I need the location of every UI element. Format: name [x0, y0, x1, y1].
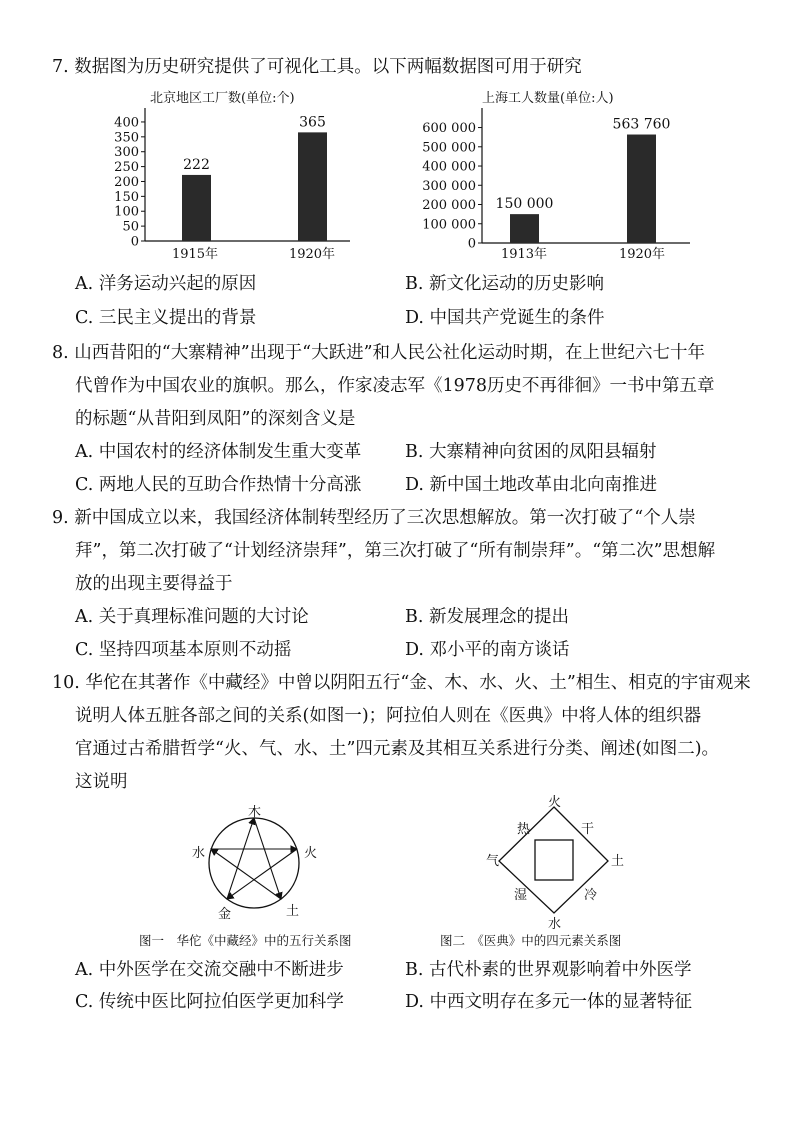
q7-stem: 7. 数据图为历史研究提供了可视化工具。以下两幅数据图可用于研究: [52, 57, 582, 77]
four-elements-square: [535, 840, 573, 880]
q10-stem-line-3: 官通过古希腊哲学“火、气、水、土”四元素及其相互关系进行分类、阐述(如图二)。: [75, 739, 720, 759]
q9-stem-line-3: 放的出现主要得益于: [75, 574, 233, 594]
q8-option-d[interactable]: D. 新中国土地改革由北向南推进: [405, 475, 658, 495]
chart2-category-1913: 1913年: [500, 247, 548, 261]
element-air: 气: [486, 854, 500, 869]
chart2-value-1913: 150 000: [495, 196, 554, 213]
q7-option-b[interactable]: B. 新文化运动的历史影响: [405, 274, 604, 294]
y-tick-label: 200: [114, 174, 139, 190]
y-tick-label: 400: [114, 115, 139, 131]
y-tick-label: 200 000: [422, 198, 476, 214]
y-tick-label: 500 000: [422, 140, 476, 156]
q10-option-a[interactable]: A. 中外医学在交流交融中不断进步: [75, 960, 344, 980]
figure-1-caption: 图一 华佗《中藏经》中的五行关系图: [139, 933, 352, 948]
q8-stem-line-1: 8. 山西昔阳的“大寨精神”出现于“大跃进”和人民公社化运动时期，在上世纪六七十年: [52, 343, 706, 363]
element-water: 水: [192, 846, 206, 861]
chart2-category-1920: 1920年: [618, 247, 666, 261]
chart1-bar-1915: [182, 175, 211, 241]
q7-option-a[interactable]: A. 洋务运动兴起的原因: [75, 274, 257, 294]
quality-hot: 热: [517, 822, 531, 837]
q7-chart-2: [420, 86, 730, 261]
q8-option-a[interactable]: A. 中国农村的经济体制发生重大变革: [75, 442, 362, 462]
quality-dry: 干: [581, 822, 595, 837]
element-fire: 火: [304, 846, 318, 861]
q9-option-b[interactable]: B. 新发展理念的提出: [405, 607, 569, 627]
element-water-2: 水: [548, 917, 562, 930]
star-edge: [211, 849, 281, 899]
q10-option-c[interactable]: C. 传统中医比阿拉伯医学更加科学: [75, 992, 344, 1012]
chart1-bar-1920: [298, 132, 327, 241]
chart1-category-1915: 1915年: [171, 247, 219, 261]
q10-stem-line-1: 10. 华佗在其著作《中藏经》中曾以阴阳五行“金、木、水、火、土”相生、相克的宇宙观来: [52, 673, 751, 693]
figure-2-caption: 图二 《医典》中的四元素关系图: [440, 933, 622, 948]
y-tick-label: 100: [114, 204, 139, 220]
q9-option-d[interactable]: D. 邓小平的南方谈话: [405, 640, 570, 660]
q7-option-c[interactable]: C. 三民主义提出的背景: [75, 308, 257, 328]
y-tick-label: 0: [130, 234, 139, 250]
y-tick-label: 400 000: [422, 159, 476, 175]
q9-option-a[interactable]: A. 关于真理标准问题的大讨论: [75, 607, 309, 627]
chart2-bar-1920: [627, 135, 656, 243]
five-elements-figure: [188, 805, 328, 925]
y-tick-label: 350: [114, 130, 139, 146]
chart1-value-1915: 222: [183, 156, 210, 173]
q8-option-b[interactable]: B. 大寨精神向贫困的凤阳县辐射: [405, 442, 657, 462]
chart2-value-1920: 563 760: [612, 116, 671, 133]
chart1-value-1920: 365: [299, 114, 326, 131]
y-tick-label: 300: [114, 145, 139, 161]
y-tick-label: 600 000: [422, 121, 476, 137]
element-earth-2: 土: [611, 854, 624, 869]
five-elements-circle: [209, 818, 299, 908]
y-tick-label: 100 000: [422, 217, 476, 233]
q10-stem-line-4: 这说明: [75, 772, 128, 792]
y-tick-label: 0: [467, 236, 476, 252]
y-tick-label: 50: [122, 219, 139, 235]
q7-chart-1: [105, 86, 455, 261]
four-elements-figure: [484, 795, 624, 930]
element-wood: 木: [248, 805, 262, 820]
chart1-title: 北京地区工厂数(单位:个): [150, 91, 295, 106]
q7-option-d[interactable]: D. 中国共产党诞生的条件: [405, 308, 605, 328]
quality-wet: 湿: [514, 888, 528, 903]
q8-option-c[interactable]: C. 两地人民的互助合作热情十分高涨: [75, 475, 362, 495]
star-edge: [227, 849, 297, 899]
star-edge: [227, 818, 254, 899]
q10-option-d[interactable]: D. 中西文明存在多元一体的显著特征: [405, 992, 693, 1012]
y-tick-label: 300 000: [422, 178, 476, 194]
q9-option-c[interactable]: C. 坚持四项基本原则不动摇: [75, 640, 292, 660]
chart2-bar-1913: [510, 214, 539, 243]
element-metal: 金: [218, 907, 232, 922]
q8-stem-line-3: 的标题“从昔阳到凤阳”的深刻含义是: [75, 409, 356, 429]
q8-stem-line-2: 代曾作为中国农业的旗帜。那么，作家凌志军《1978历史不再徘徊》一书中第五章: [75, 376, 715, 396]
q10-option-b[interactable]: B. 古代朴素的世界观影响着中外医学: [405, 960, 692, 980]
element-earth: 土: [286, 904, 300, 919]
quality-cold: 冷: [584, 888, 598, 903]
y-tick-label: 250: [114, 160, 139, 176]
chart1-category-1920: 1920年: [288, 247, 336, 261]
element-fire-2: 火: [548, 795, 562, 810]
q9-stem-line-1: 9. 新中国成立以来，我国经济体制转型经历了三次思想解放。第一次打破了“个人崇: [52, 508, 696, 528]
q9-stem-line-2: 拜”，第二次打破了“计划经济崇拜”，第三次打破了“所有制崇拜”。“第二次”思想解: [75, 541, 716, 561]
star-edge: [254, 818, 281, 899]
y-tick-label: 150: [114, 189, 139, 205]
chart2-title: 上海工人数量(单位:人): [482, 91, 614, 106]
q10-stem-line-2: 说明人体五脏各部之间的关系(如图一)；阿拉伯人则在《医典》中将人体的组织器: [75, 706, 702, 726]
